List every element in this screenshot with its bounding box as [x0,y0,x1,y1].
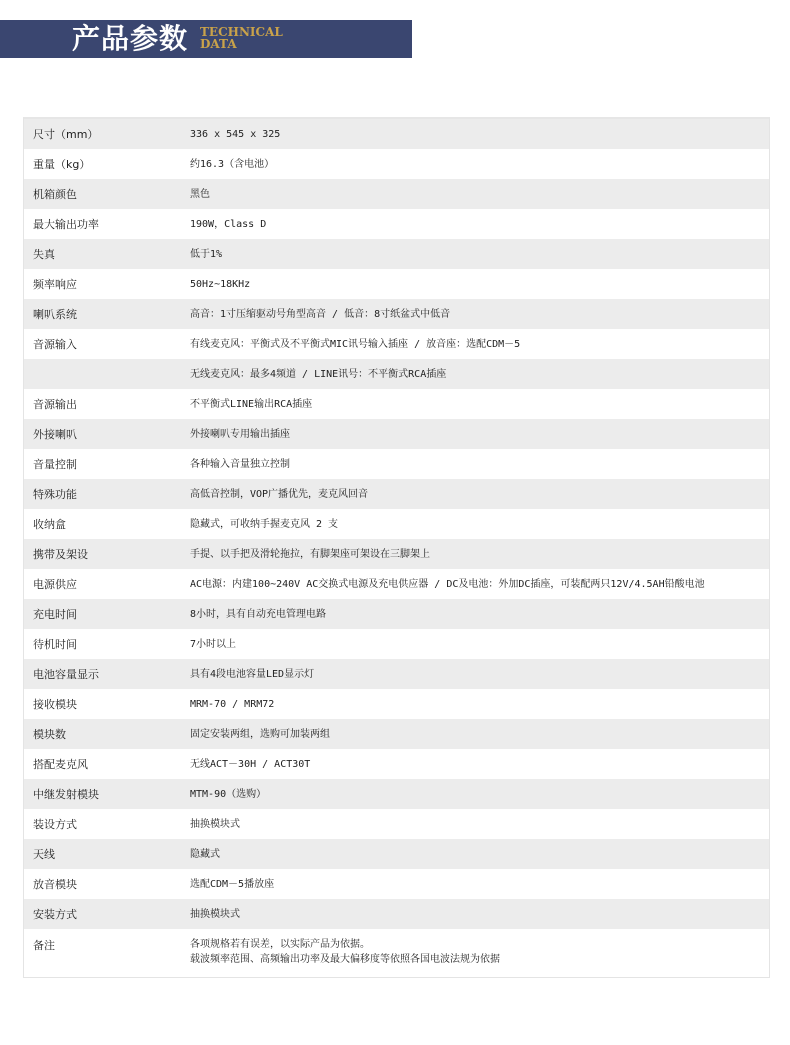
spec-row [24,809,769,839]
spec-value [181,487,769,502]
spec-value-line: MRM-70 / MRM72 [190,698,275,710]
spec-value [181,787,769,802]
spec-label: 接收模块 [33,698,77,711]
spec-value [181,277,769,292]
spec-row [24,359,769,389]
spec-row [24,689,769,719]
spec-value [181,757,769,772]
spec-row [24,749,769,779]
spec-row [24,659,769,689]
spec-value-line: 约16.3（含电池） [190,158,275,170]
spec-label: 中继发射模块 [33,788,99,801]
spec-row [24,149,769,179]
spec-label: 最大输出功率 [33,218,99,231]
section-subtitle-line1: TECHNICAL [200,25,283,39]
spec-value-line: 高低音控制，VOP广播优先，麦克风回音 [190,488,369,500]
spec-value-line: AC电源：内建100~240V AC交换式电源及充电供应器 / DC及电池：外加DC插座，可装配两只12V/4.5AH铅酸电池 [190,578,705,590]
spec-label: 电源供应 [33,578,77,591]
spec-value-line: 固定安装两组，选购可加装两组 [190,728,330,740]
spec-row [24,839,769,869]
spec-value-line: 336 x 545 x 325 [190,128,281,140]
section-title: 产品参数 [72,22,189,55]
spec-row [24,389,769,419]
spec-value [181,337,769,352]
spec-value [181,247,769,262]
spec-value [181,667,769,682]
spec-value [181,697,769,712]
spec-label: 待机时间 [33,638,77,651]
section-header-banner [0,20,412,58]
spec-value-line: 各项规格若有误差，以实际产品为依据。 [190,939,370,950]
spec-value-line: 隐藏式，可收纳手握麦克风 2 支 [190,518,339,530]
spec-value [181,517,769,532]
spec-row [24,539,769,569]
spec-row [24,629,769,659]
spec-value [181,157,769,172]
spec-label: 重量（kg） [33,158,91,171]
spec-label: 电池容量显示 [33,668,99,681]
spec-label: 喇叭系统 [33,308,77,321]
spec-value [181,607,769,622]
spec-value [181,547,769,562]
spec-label: 携带及架设 [33,548,88,561]
spec-label: 备注 [33,939,55,952]
spec-row [24,719,769,749]
spec-value-line: 具有4段电池容量LED显示灯 [190,668,315,680]
spec-label: 充电时间 [33,608,77,621]
spec-row [24,899,769,929]
spec-value [181,457,769,472]
spec-value-line: 低于1% [190,248,223,260]
spec-value [181,127,769,142]
spec-value [181,847,769,862]
spec-label: 音源输入 [33,338,77,351]
spec-row [24,209,769,239]
spec-label: 模块数 [33,728,66,741]
spec-label: 安装方式 [33,908,77,921]
spec-value [181,937,769,967]
spec-table [23,117,770,978]
spec-label: 搭配麦克风 [33,758,88,771]
spec-label: 天线 [33,848,55,861]
spec-value [181,397,769,412]
spec-value-line: 黑色 [190,188,210,200]
spec-label: 频率响应 [33,278,77,291]
spec-label: 尺寸（mm） [33,128,99,141]
spec-row [24,299,769,329]
spec-value-line: MTM-90（选购） [190,788,267,800]
spec-row [24,599,769,629]
spec-row [24,119,769,149]
spec-value-line: 不平衡式LINE输出RCA插座 [190,398,313,410]
spec-value [181,637,769,652]
spec-value-line: 选配CDM－5播放座 [190,878,275,890]
spec-value-line: 高音：1寸压缩驱动号角型高音 / 低音：8寸纸盆式中低音 [190,308,451,320]
spec-value-line: 手提、以手把及滑轮拖拉，有脚架座可架设在三脚架上 [190,548,430,560]
spec-label: 装设方式 [33,818,77,831]
section-subtitle [200,26,283,50]
spec-value [181,727,769,742]
spec-label: 特殊功能 [33,488,77,501]
spec-row [24,869,769,899]
spec-row [24,419,769,449]
spec-value-line: 无线麦克风：最多4频道 / LINE讯号：不平衡式RCA插座 [190,368,447,380]
spec-label: 失真 [33,248,55,261]
spec-value [181,877,769,892]
spec-label: 音量控制 [33,458,77,471]
spec-row [24,509,769,539]
spec-label: 机箱颜色 [33,188,77,201]
spec-value-line: 8小时，具有自动充电管理电路 [190,608,327,620]
spec-row [24,569,769,599]
spec-value [181,577,769,592]
spec-value-line: 各种输入音量独立控制 [190,458,290,470]
spec-value-line: 无线ACT－30H / ACT30T [190,758,311,770]
spec-value-line: 190W，Class D [190,218,267,230]
spec-value-line: 外接喇叭专用输出插座 [190,428,290,440]
spec-row [24,239,769,269]
spec-value [181,217,769,232]
spec-value [181,427,769,442]
spec-value-line: 隐藏式 [190,848,220,860]
spec-row [24,449,769,479]
spec-value-line: 有线麦克风：平衡式及不平衡式MIC讯号输入插座 / 放音座：选配CDM－5 [190,338,521,350]
spec-row [24,929,769,977]
spec-value-line: 50Hz~18KHz [190,278,251,290]
spec-row [24,269,769,299]
spec-label: 收纳盒 [33,518,66,531]
spec-value [181,307,769,322]
spec-row [24,779,769,809]
spec-row [24,479,769,509]
spec-value-line: 7小时以上 [190,638,237,650]
spec-value [181,367,769,382]
spec-row [24,179,769,209]
spec-row [24,329,769,359]
spec-value-line: 抽换模块式 [190,818,240,830]
spec-value-line: 载波频率范围、高频输出功率及最大偏移度等依照各国电波法规为依据 [190,954,500,965]
spec-value [181,907,769,922]
spec-label: 外接喇叭 [33,428,77,441]
spec-value [181,187,769,202]
spec-value-line: 抽换模块式 [190,908,240,920]
section-subtitle-line2: DATA [200,37,237,51]
spec-value [181,817,769,832]
spec-label: 音源输出 [33,398,77,411]
spec-label: 放音模块 [33,878,77,891]
